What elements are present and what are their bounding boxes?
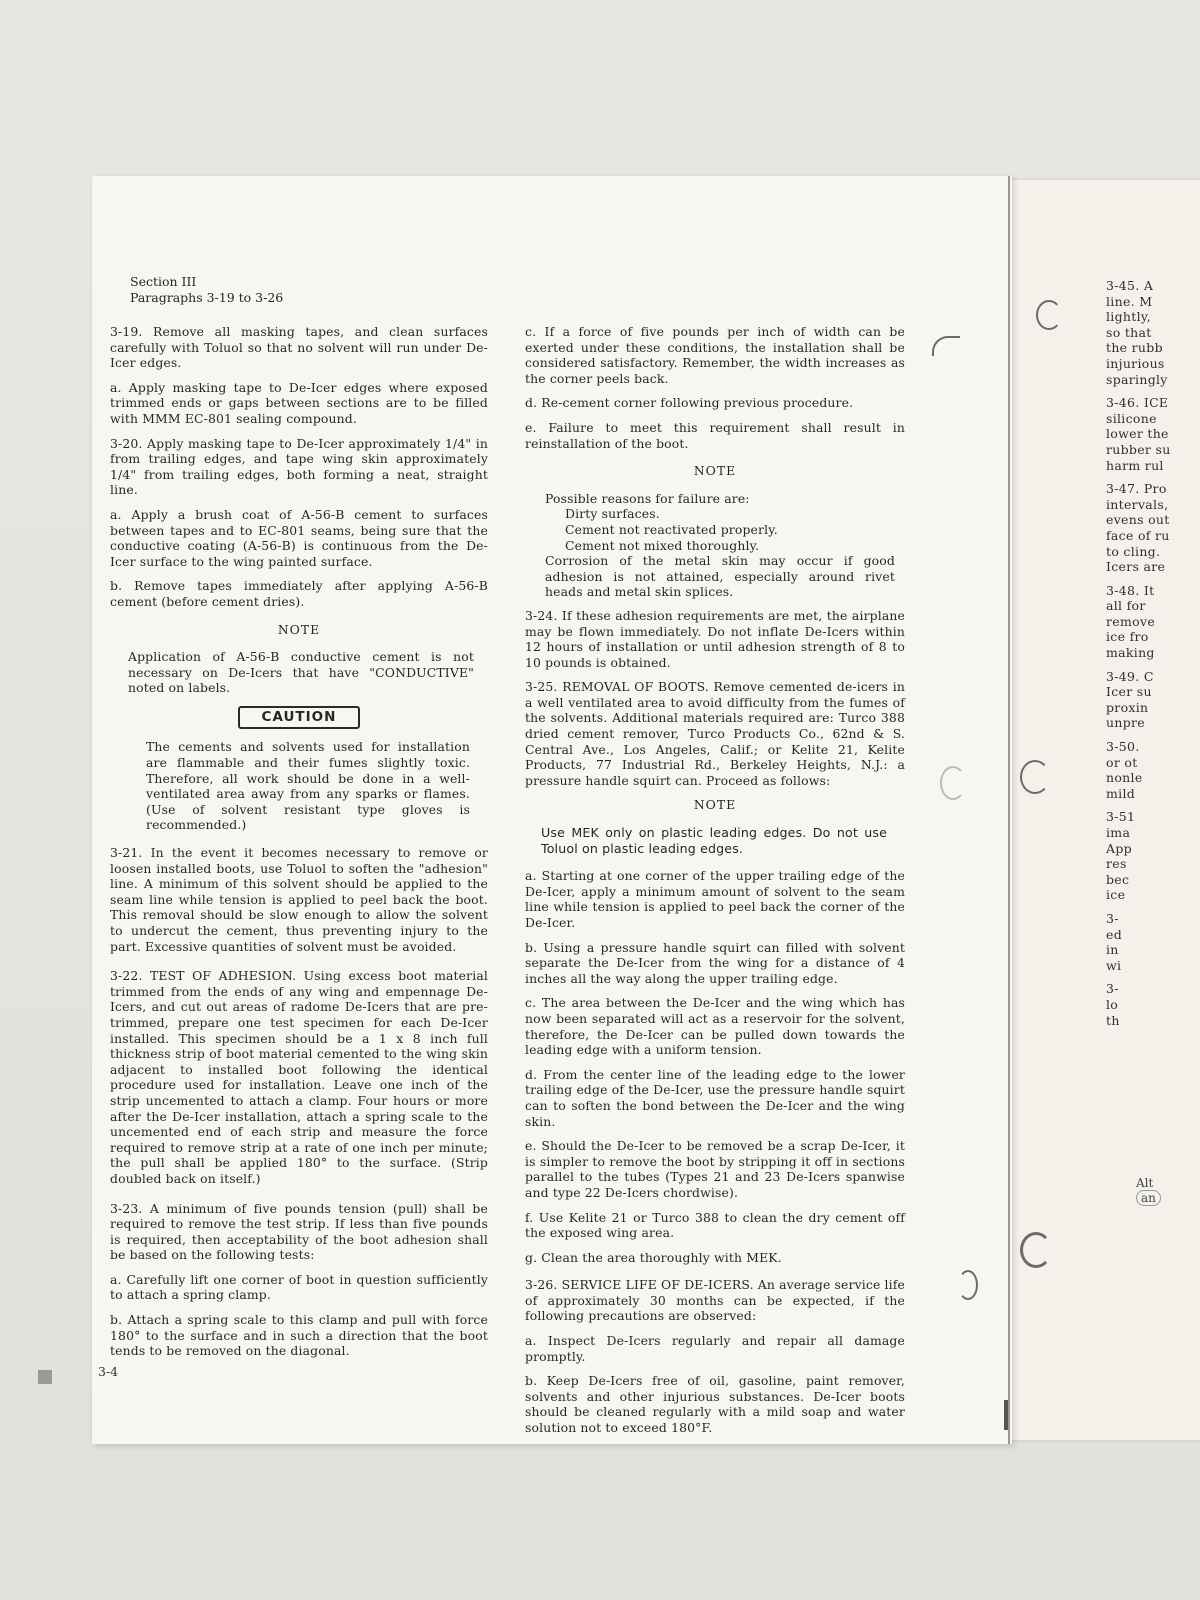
- back-page-line: or ot: [1106, 754, 1138, 770]
- scan-mark: [1004, 1400, 1008, 1430]
- paragraph-3-25b: b. Using a pressure handle squirt can filled with solvent separate the De-Icer from the wing for a distance of 4 inches all the way along the upper trailing edge.: [525, 939, 905, 986]
- paragraph-3-26: 3-26. SERVICE LIFE OF DE-ICERS. An average service life of approximately 30 months can be expected, if the following precautions are observed:: [525, 1277, 905, 1324]
- binder-hole-icon: [958, 1270, 978, 1300]
- binder-hole-icon: [1020, 760, 1050, 794]
- paragraph-3-24: 3-24. If these adhesion requirements are met, the airplane may be flown immediately. Do not inflate De-Icers within 12 hours of installation or until adhesion strength of 8 to 10 pounds is obtained.: [525, 607, 905, 670]
- section-header: [130, 274, 283, 306]
- line-gap: [1106, 903, 1200, 911]
- paragraph-3-25g: g. Clean the area thoroughly with MEK.: [525, 1249, 782, 1265]
- paragraph-3-23e: e. Failure to meet this requirement shall result in reinstallation of the boot.: [525, 419, 905, 451]
- paragraph-range: Paragraphs 3-19 to 3-26: [130, 290, 284, 305]
- binder-hole-icon: [940, 766, 966, 800]
- paragraph-3-26b: b. Keep De-Icers free of oil, gasoline, paint remover, solvents and other injurious substances. De-Icer boots should be cleaned regularly with a mild soap and water solution not to exceed 180°F.: [525, 1373, 905, 1436]
- note-heading: NOTE: [693, 797, 737, 813]
- back-page-line: remove: [1106, 613, 1156, 629]
- back-page-line: 3-: [1106, 981, 1119, 997]
- back-page-line: making: [1106, 645, 1155, 661]
- back-page-line: res: [1106, 856, 1127, 872]
- back-page-line: lightly,: [1106, 309, 1151, 325]
- note-heading: NOTE: [277, 621, 321, 637]
- back-page-line: harm rul: [1106, 457, 1164, 473]
- paragraph-3-25a: a. Starting at one corner of the upper trailing edge of the De-Icer, apply a minimum amount of solvent to the seam line while tension is applied to peel back the corner of the De-Icer.: [525, 868, 905, 930]
- back-page-line: 3-: [1106, 910, 1119, 926]
- page-edge: [1008, 176, 1010, 1444]
- back-page-line: 3-47. Pro: [1106, 481, 1167, 497]
- back-caption-line-2: an: [1136, 1190, 1161, 1206]
- back-page-line: App: [1106, 840, 1132, 856]
- paragraph-3-21: 3-21. In the event it becomes necessary to remove or loosen installed boots, use Toluol to soften the "adhesion" line. A minimum of this solvent should be applied to the seam line while tension is applied to peel back the boot. This removal should be slow enough to allow the solvent to undercut the cement, thus preventing injury to the part. Excessive quantities of solvent must be avoided.: [110, 845, 488, 954]
- back-page-line: nonle: [1106, 770, 1143, 786]
- back-page-line: bec: [1106, 871, 1130, 887]
- paragraph-3-23c: c. If a force of five pounds per inch of width can be exerted under these conditions, the installation shall be considered satisfactory. Remember, the width increases as the corner peels back.: [525, 324, 905, 386]
- back-page-line: sparingly: [1106, 371, 1168, 387]
- back-page-line: ice fro: [1106, 629, 1149, 645]
- back-page-line: to cling.: [1106, 543, 1161, 559]
- paragraph-3-23: 3-23. A minimum of five pounds tension (pull) shall be required to remove the test strip. If less than five pounds is required, then acceptability of the boot adhesion shall be based on the following tests:: [110, 1200, 488, 1263]
- paragraph-3-26a: a. Inspect De-Icers regularly and repair all damage promptly.: [525, 1333, 905, 1364]
- paragraph-3-25f: f. Use Kelite 21 or Turco 388 to clean the dry cement off the exposed wing area.: [525, 1209, 905, 1241]
- reason-item: Cement not reactivated properly.: [565, 521, 778, 537]
- back-page-line: 3-49. C: [1106, 668, 1154, 684]
- line-gap: [1106, 661, 1200, 669]
- back-page-line: mild: [1106, 785, 1136, 801]
- reason-item: Cement not mixed thoroughly.: [565, 537, 760, 553]
- caution-body: The cements and solvents used for installation are flammable and their fumes slightly toxic. Therefore, all work should be done in a well-ventilated area away from any sparks or flames. (Use of solvent resistant type gloves is recommended.): [146, 739, 470, 833]
- paragraph-3-19: 3-19. Remove all masking tapes, and clean surfaces carefully with Toluol so that no solvent will run under De-Icer edges.: [110, 324, 488, 371]
- back-page-line: face of ru: [1106, 527, 1170, 543]
- paragraph-3-23a: a. Carefully lift one corner of boot in question sufficiently to attach a spring clamp.: [110, 1271, 488, 1303]
- back-page-line: unpre: [1106, 715, 1145, 731]
- right-column: [525, 324, 905, 1436]
- back-page-line: 3-45. A: [1106, 278, 1154, 293]
- back-page-line: 3-46. ICE: [1106, 395, 1169, 411]
- line-gap: [1106, 575, 1200, 583]
- back-page-line: silicone: [1106, 410, 1157, 426]
- back-page-line: 3-51: [1106, 809, 1136, 825]
- back-caption-line-1: Alt: [1136, 1176, 1154, 1190]
- mek-note: Use MEK only on plastic leading edges. Do not use Toluol on plastic leading edges.: [541, 825, 887, 856]
- back-page-line: 3-48. It: [1106, 582, 1155, 598]
- back-page-line: wi: [1106, 957, 1122, 973]
- binder-hole-icon: [1020, 1232, 1052, 1268]
- paragraph-3-23b: b. Attach a spring scale to this clamp and pull with force 180° to the surface and in such a direction that the boot tends to be removed on the diagonal.: [110, 1312, 488, 1359]
- caution-label: CAUTION: [238, 706, 361, 730]
- left-column: [110, 324, 488, 1359]
- back-page-line: line. M: [1106, 293, 1153, 309]
- back-page-line: Icers are: [1106, 559, 1166, 575]
- reason-corrosion: Corrosion of the metal skin may occur if good adhesion is not attained, especially around rivet heads and metal skin splices.: [545, 553, 895, 600]
- back-page-line: Icer su: [1106, 684, 1152, 700]
- paragraph-3-25c: c. The area between the De-Icer and the wing which has now been separated will act as a reservoir for the solvent, therefore, the De-Icer can be pulled down towards the leading edge with a uniform tension.: [525, 995, 905, 1058]
- failure-reasons: [545, 491, 895, 600]
- back-page-line: intervals,: [1106, 496, 1169, 512]
- page-number: 3-4: [98, 1364, 119, 1379]
- reasons-intro: Possible reasons for failure are:: [545, 490, 750, 506]
- note-heading: NOTE: [693, 463, 737, 479]
- back-page-line: ed: [1106, 926, 1122, 942]
- caution-banner: [110, 706, 488, 730]
- back-page-line: ice: [1106, 887, 1126, 903]
- paragraph-3-23d: d. Re-cement corner following previous procedure.: [525, 395, 854, 411]
- back-page-line: so that: [1106, 324, 1152, 340]
- back-page-line: rubber su: [1106, 441, 1171, 457]
- note-body: Application of A-56-B conductive cement is not necessary on De-Icers that have "CONDUCTIVE" noted on labels.: [128, 649, 474, 696]
- back-page-line: lo: [1106, 996, 1119, 1012]
- binder-hole-icon: [1036, 300, 1062, 330]
- back-page-line: all for: [1106, 598, 1146, 614]
- back-page-line: 3-50.: [1106, 739, 1140, 755]
- back-page-line: injurious: [1106, 355, 1165, 371]
- back-page-line: the rubb: [1106, 340, 1163, 356]
- paragraph-3-25: 3-25. REMOVAL OF BOOTS. Remove cemented de-icers in a well ventilated area to avoid difficulty from the fumes of the solvents. Additional materials required are: Turco 388 dried cement remover, Turco Products Co., 62nd & S. Central Ave., Los Angeles, Calif.; or Kelite 21, Kelite Products, 77 Industrial Rd., Berkeley Heights, N.J.: a pressure handle squirt can. Proceed as follows:: [525, 679, 905, 788]
- line-gap: [1106, 801, 1200, 809]
- paragraph-3-25e: e. Should the De-Icer to be removed be a scrap De-Icer, it is simpler to remove the boot by stripping it off in sections parallel to the tubes (Types 21 and 23 De-Icers spanwise and type 22 De-Icers chordwise).: [525, 1138, 905, 1200]
- back-page-text: [1106, 278, 1200, 1038]
- back-page-caption: [1136, 1176, 1176, 1206]
- back-page-line: in: [1106, 942, 1119, 958]
- paragraph-3-22: 3-22. TEST OF ADHESION. Using excess boot material trimmed from the ends of any wing and empennage De-Icers, and cut out areas of radome De-Icers that are pre-trimmed, prepare one test specimen for each De-Icer installed. This specimen should be a 1 x 8 inch full thickness strip of boot material cemented to the wing skin adjacent to installed boot following the identical procedure used for installation. Leave one inch of the strip uncemented to attach a clamp. Four hours or more after the De-Icer installation, attach a spring scale to the uncemented end of each strip and measure the force required to remove strip at a rate of one inch per minute; the pull shall be applied 180° to the surface. (Strip doubled back on itself.): [110, 968, 488, 1186]
- paragraph-3-20a: a. Apply a brush coat of A-56-B cement to surfaces between tapes and to EC-801 seams, being sure that the conductive coating (A-56-B) is continuous from the De-Icer surface to the wing painted surface.: [110, 506, 488, 569]
- paragraph-3-19a: a. Apply masking tape to De-Icer edges where exposed trimmed ends or gaps between sections are to be filled with MMM EC-801 sealing compound.: [110, 379, 488, 426]
- back-page-line: ima: [1106, 825, 1131, 840]
- paragraph-3-20: 3-20. Apply masking tape to De-Icer approximately 1/4" in from trailing edges, and tape wing skin approximately 1/4" from trailing edges, both forming a neat, straight line.: [110, 435, 488, 498]
- scan-mark: [38, 1370, 52, 1384]
- paragraph-3-20b: b. Remove tapes immediately after applying A-56-B cement (before cement dries).: [110, 578, 488, 609]
- back-page-line: proxin: [1106, 699, 1149, 715]
- line-gap: [1106, 387, 1200, 395]
- line-gap: [1106, 473, 1200, 481]
- reason-item: Dirty surfaces.: [565, 506, 660, 522]
- section-title: Section III: [130, 274, 197, 289]
- line-gap: [1106, 973, 1200, 981]
- back-page-line: th: [1106, 1012, 1120, 1028]
- line-gap: [1106, 731, 1200, 739]
- back-page-line: evens out: [1106, 512, 1170, 528]
- back-page-line: lower the: [1106, 426, 1169, 442]
- paragraph-3-25d: d. From the center line of the leading edge to the lower trailing edge of the De-Icer, use the pressure handle squirt can to soften the bond between the De-Icer and the wing skin.: [525, 1066, 905, 1129]
